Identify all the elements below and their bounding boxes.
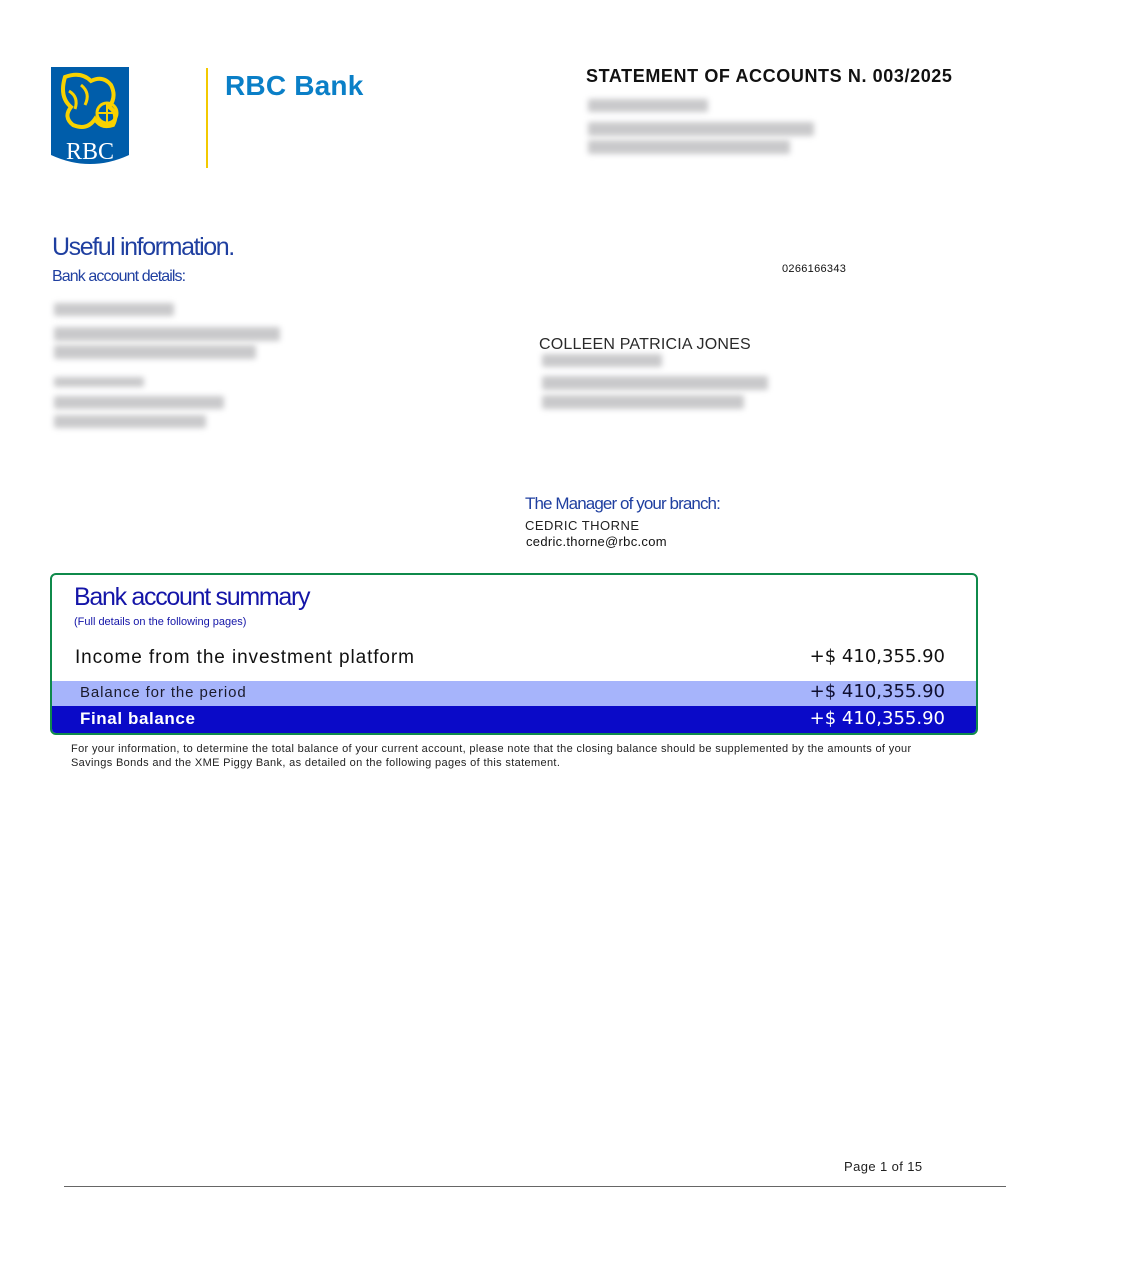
summary-row-period-balance	[52, 681, 976, 706]
redacted-bank-line	[54, 345, 256, 359]
footer-divider	[64, 1186, 1006, 1187]
branch-manager-email[interactable]: cedric.thorne@rbc.com	[526, 534, 667, 549]
customer-name: COLLEEN PATRICIA JONES	[539, 336, 751, 353]
redacted-address-line	[588, 99, 708, 112]
redacted-customer-line	[542, 395, 744, 409]
redacted-customer-line	[542, 376, 768, 390]
header-divider	[206, 68, 208, 168]
bank-name: RBC Bank	[225, 70, 364, 101]
period-balance-label: Balance for the period	[80, 684, 247, 701]
final-balance-label: Final balance	[80, 709, 196, 728]
redacted-customer-line	[542, 354, 662, 367]
period-balance-value: +$ 410,355.90	[809, 681, 945, 702]
redacted-bank-line	[54, 327, 280, 341]
redacted-address-line	[588, 140, 790, 154]
useful-information-title: Useful information.	[52, 233, 234, 261]
redacted-bank-line	[54, 377, 144, 387]
summary-subtitle: (Full details on the following pages)	[74, 616, 247, 628]
branch-manager-title: The Manager of your branch:	[525, 494, 720, 513]
bank-account-details-label: Bank account details:	[52, 268, 186, 285]
rbc-logo	[51, 67, 129, 169]
bank-account-summary	[50, 573, 978, 735]
account-number: 0266166343	[782, 263, 847, 275]
income-label: Income from the investment platform	[75, 647, 415, 668]
redacted-bank-line	[54, 415, 206, 428]
lion-shield-icon	[51, 67, 129, 169]
summary-row-final-balance	[52, 706, 976, 733]
page-number: Page 1 of 15	[844, 1159, 923, 1174]
svg-text:RBC: RBC	[65, 139, 115, 165]
final-balance-value: +$ 410,355.90	[809, 708, 945, 729]
income-value: +$ 410,355.90	[809, 646, 945, 667]
redacted-address-line	[588, 122, 814, 136]
statement-title: STATEMENT OF ACCOUNTS N. 003/2025	[586, 66, 953, 86]
summary-title: Bank account summary	[74, 583, 310, 611]
branch-manager-name: CEDRIC THORNE	[525, 518, 640, 533]
redacted-bank-line	[54, 396, 224, 409]
redacted-bank-line	[54, 303, 174, 316]
information-note: For your information, to determine the total balance of your current account, please note that the closing balance should be supplemented by the amounts of your Savings Bonds and the XME Piggy Bank, as detailed on the following pages of this statement.	[71, 743, 912, 769]
summary-row-income	[52, 643, 976, 681]
